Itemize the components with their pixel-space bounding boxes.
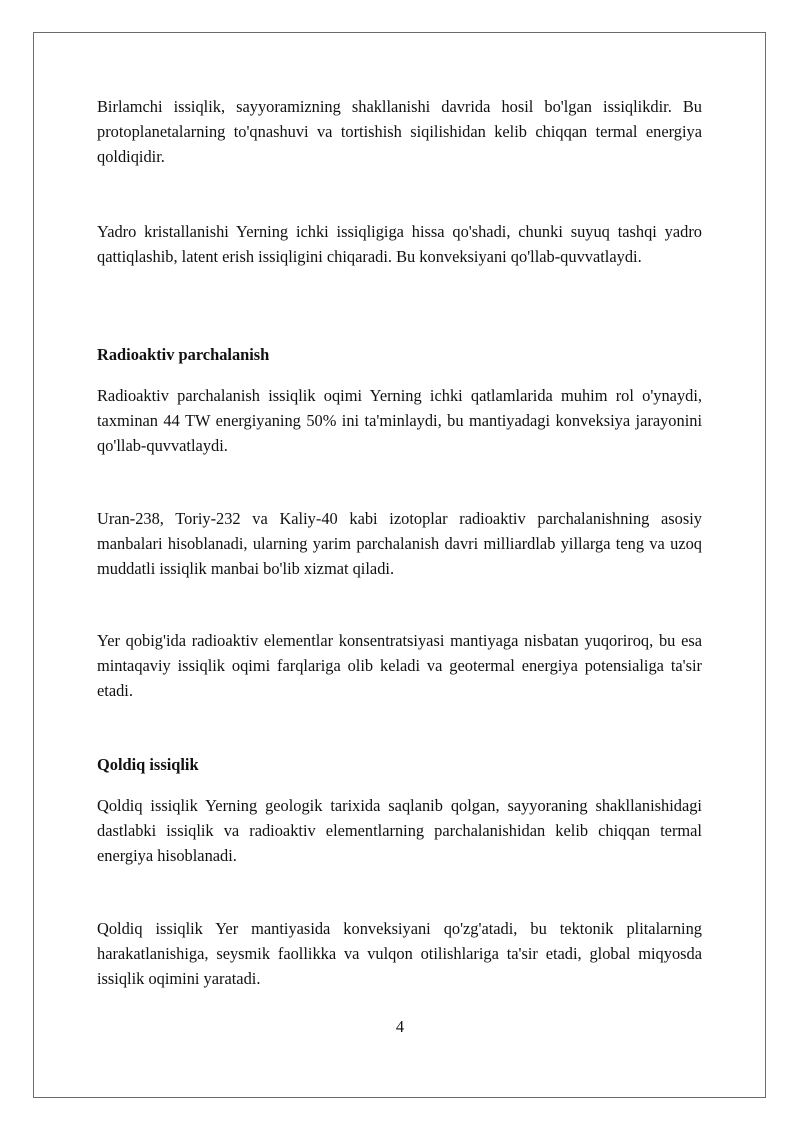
paragraph-radioactive-isotopes: Uran-238, Toriy-232 va Kaliy-40 kabi izotoplar radioaktiv parchalanishning asosiy manbalari hisoblanadi, ularning yarim parchalanish davri milliardlab yillarga teng va uzoq muddatli issiqlik manbai bo'lib xizmat qiladi. bbox=[97, 509, 702, 578]
paragraph-radioactive-1-block bbox=[97, 383, 702, 458]
page-number: 4 bbox=[395, 1017, 405, 1036]
paragraph-residual-convection: Qoldiq issiqlik Yer mantiyasida konveksiyani qo'zg'atadi, bu tektonik plitalarning harakatlanishiga, seysmik faollikka va vulqon otilishlariga ta'sir etadi, global miqyosda issiqlik oqimini yaratadi. bbox=[97, 919, 702, 988]
section-radioactive-decay bbox=[97, 342, 702, 367]
paragraph-residual-2-block bbox=[97, 916, 702, 991]
paragraph-primordial-heat-block bbox=[97, 94, 702, 169]
paragraph-radioactive-3-block bbox=[97, 628, 702, 703]
paragraph-residual-definition: Qoldiq issiqlik Yerning geologik tarixida saqlanib qolgan, sayyoraning shakllanishidagi dastlabki issiqlik va radioaktiv elementlarning parchalanishidan kelib chiqqan termal energiya hisoblanadi. bbox=[97, 796, 702, 865]
paragraph-core-crystallization-block bbox=[97, 219, 702, 269]
section-heading-radioactive-decay: Radioaktiv parchalanish bbox=[97, 345, 270, 364]
paragraph-core-crystallization: Yadro kristallanishi Yerning ichki issiqligiga hissa qo'shadi, chunki suyuq tashqi yadro qattiqlashib, latent erish issiqligini chiqaradi. Bu konveksiyani qo'llab-quvvatlaydi. bbox=[97, 222, 702, 266]
paragraph-primordial-heat: Birlamchi issiqlik, sayyoramizning shakllanishi davrida hosil bo'lgan issiqlikdir. Bu protoplanetalarning to'qnashuvi va tortishish siqilishidan kelib chiqqan termal energiya qoldiqidir. bbox=[97, 97, 702, 166]
paragraph-residual-1-block bbox=[97, 793, 702, 868]
paragraph-radioactive-heat-flow: Radioaktiv parchalanish issiqlik oqimi Yerning ichki qatlamlarida muhim rol o'ynaydi, taxminan 44 TW energiyaning 50% ini ta'minlaydi, bu mantiyadagi konveksiya jarayonini qo'llab-quvvatlaydi. bbox=[97, 386, 702, 455]
paragraph-radioactive-2-block bbox=[97, 506, 702, 581]
section-heading-residual-heat: Qoldiq issiqlik bbox=[97, 755, 199, 774]
section-residual-heat bbox=[97, 752, 702, 777]
paragraph-radioactive-crust: Yer qobig'ida radioaktiv elementlar konsentratsiyasi mantiyaga nisbatan yuqoriroq, bu esa mintaqaviy issiqlik oqimi farqlariga olib keladi va geotermal energiya potensialiga ta'sir etadi. bbox=[97, 631, 702, 700]
